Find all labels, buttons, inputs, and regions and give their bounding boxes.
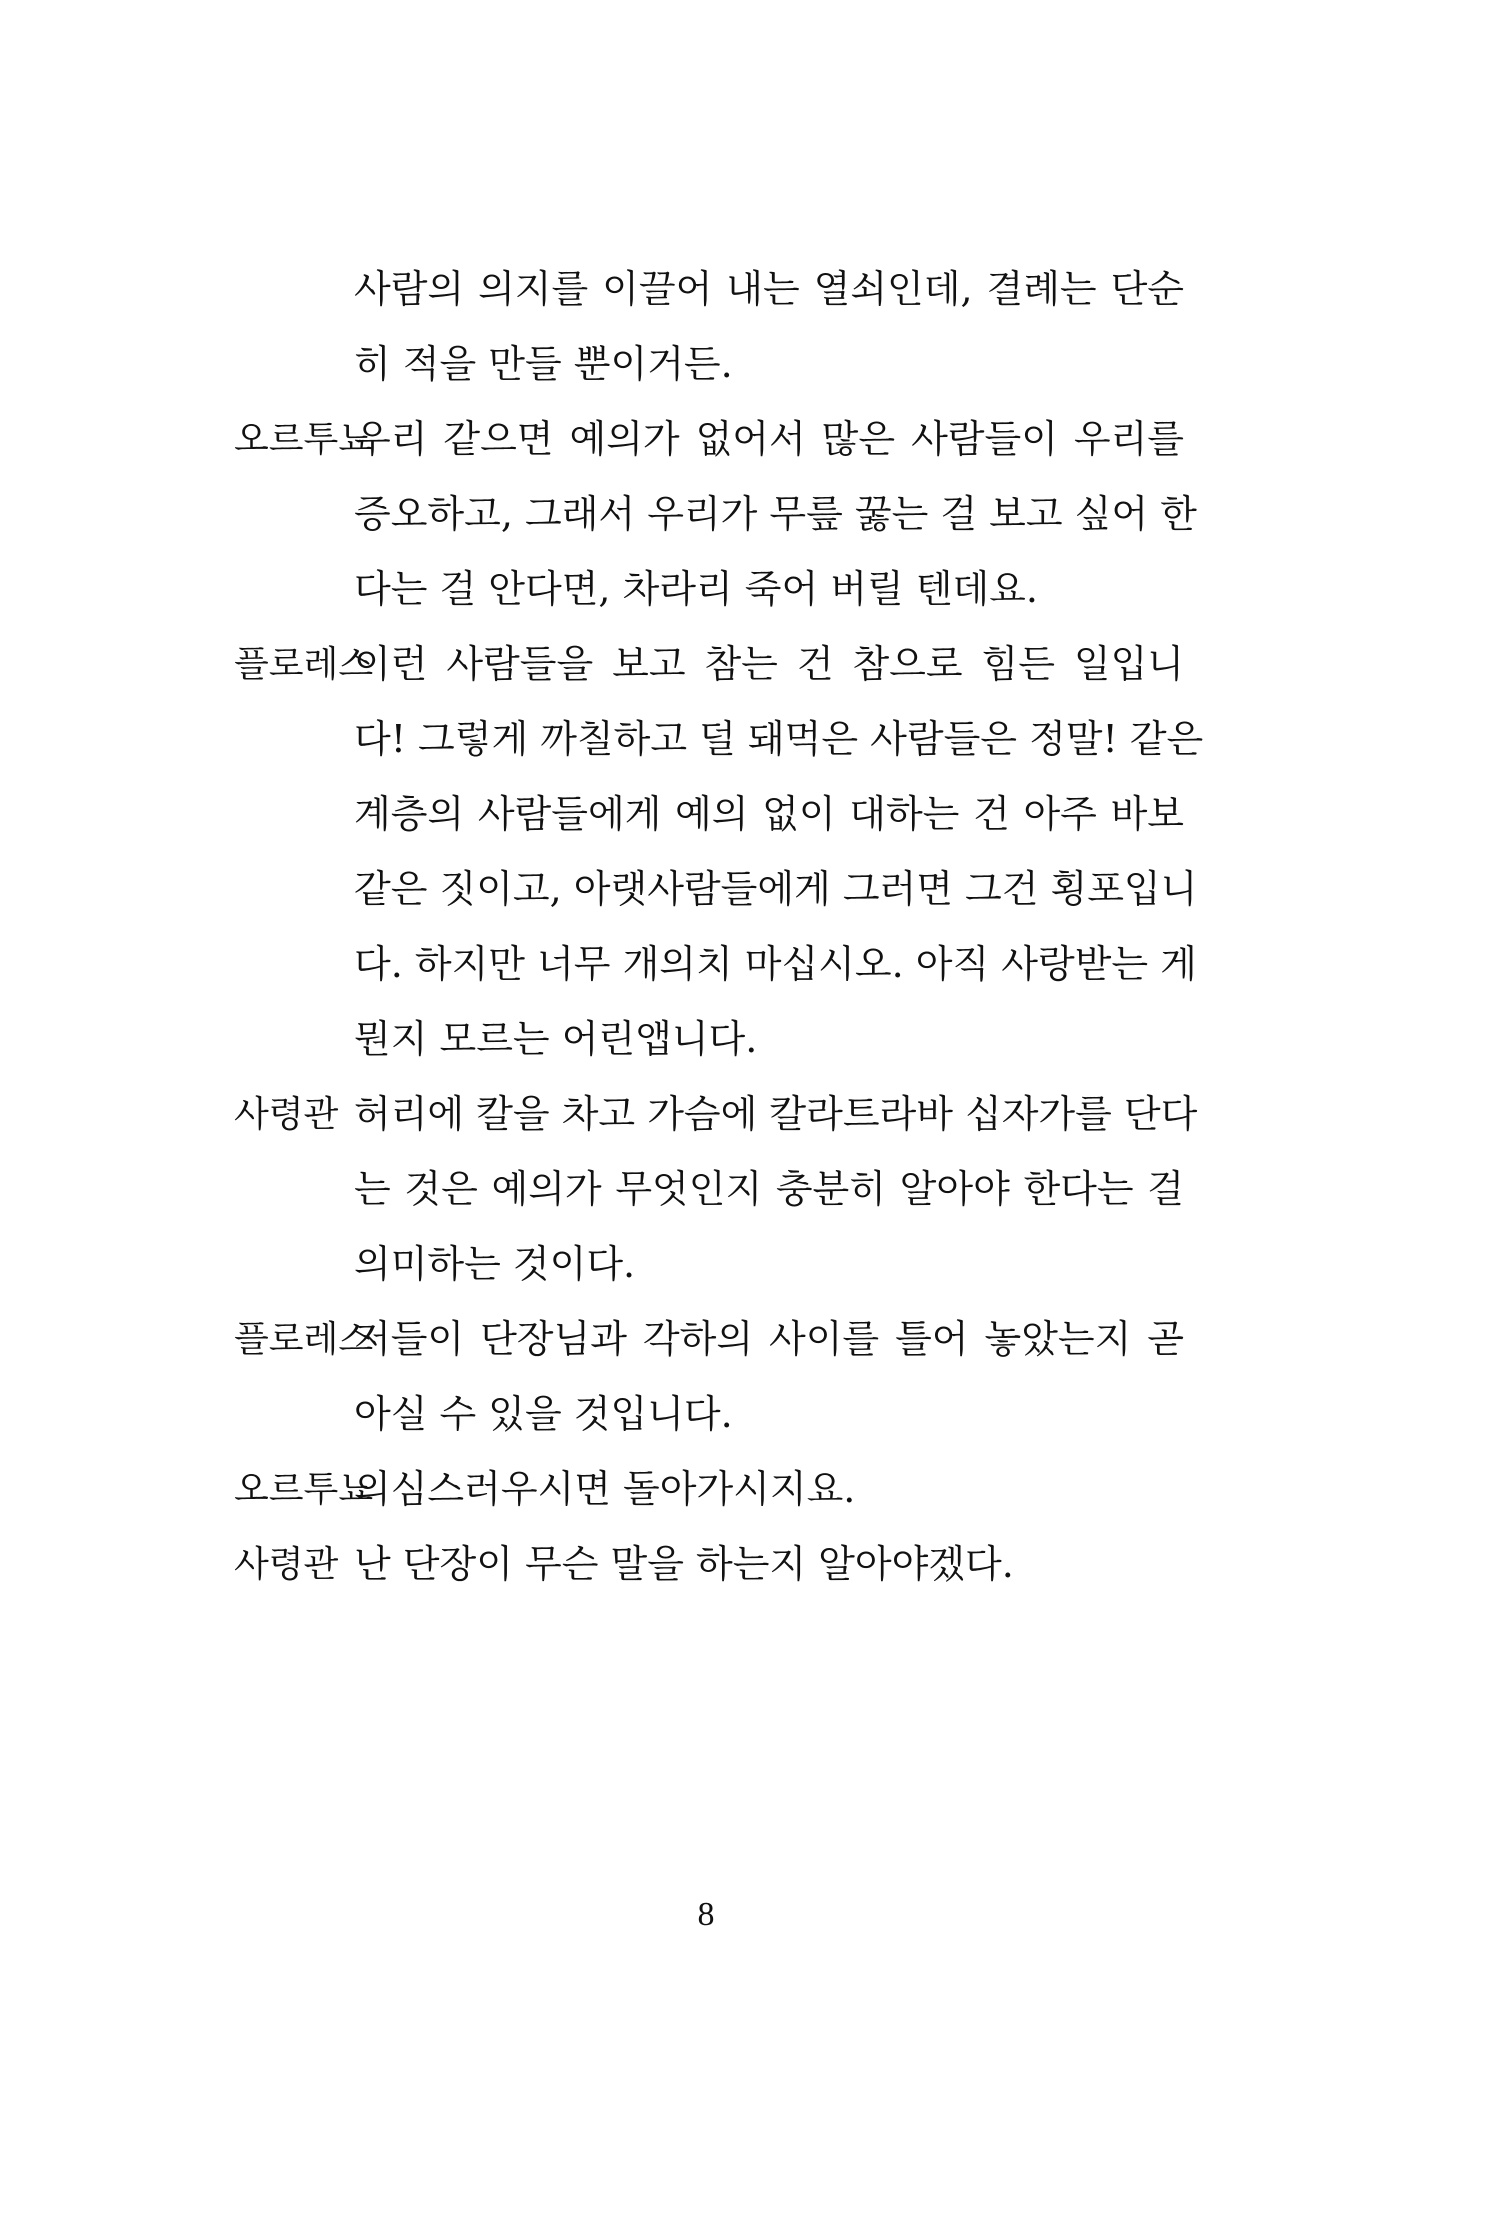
dialogue-line: 이런 사람들을 보고 참는 건 참으로 힘든 일입니: [354, 642, 1184, 686]
dialogue-line: 사람의 의지를 이끌어 내는 열쇠인데, 결례는 단순: [354, 267, 1184, 311]
speaker-name: 플로레스: [234, 1319, 374, 1360]
speaker-name: 오르투뇨: [234, 419, 374, 460]
dialogue-line: 아실 수 있을 것입니다.: [354, 1392, 733, 1436]
dialogue-entry: [234, 1077, 1198, 1302]
speaker-name: 플로레스: [234, 644, 374, 685]
dialogue-line: 의미하는 것이다.: [354, 1242, 636, 1286]
dialogue-entry: [234, 1527, 1184, 1602]
dialogue-line: 우리 같으면 예의가 없어서 많은 사람들이 우리를: [354, 417, 1184, 461]
page-number: 8: [697, 1896, 715, 1933]
dialogue-line: 허리에 칼을 차고 가슴에 칼라트라바 십자가를 단다: [354, 1092, 1198, 1136]
dialogue-line: 의심스러우시면 돌아가시지요.: [354, 1467, 856, 1511]
dialogue-line: 같은 짓이고, 아랫사람들에게 그러면 그건 횡포입니: [354, 867, 1198, 911]
dialogue-entry: [234, 402, 1197, 627]
dialogue-line: 저들이 단장님과 각하의 사이를 틀어 놓았는지 곧: [354, 1317, 1184, 1361]
dialogue-line: 증오하고, 그래서 우리가 무릎 꿇는 걸 보고 싶어 한: [354, 492, 1197, 536]
script-body: [234, 252, 1204, 1602]
dialogue-line: 는 것은 예의가 무엇인지 충분히 알아야 한다는 걸: [354, 1167, 1184, 1211]
dialogue-entry: [234, 1452, 1184, 1527]
dialogue-entry: [234, 1302, 1184, 1452]
speaker-name: 사령관: [234, 1544, 339, 1585]
dialogue-line: 다! 그렇게 까칠하고 덜 돼먹은 사람들은 정말! 같은: [354, 717, 1204, 761]
speaker-name: 오르투뇨: [234, 1469, 374, 1510]
dialogue-line: 계층의 사람들에게 예의 없이 대하는 건 아주 바보: [354, 792, 1184, 836]
dialogue-line: 다는 걸 안다면, 차라리 죽어 버릴 텐데요.: [354, 567, 1038, 611]
dialogue-line: 다. 하지만 너무 개의치 마십시오. 아직 사랑받는 게: [354, 942, 1197, 986]
dialogue-line: 뭔지 모르는 어린앱니다.: [354, 1017, 758, 1061]
dialogue-line: 히 적을 만들 뿐이거든.: [354, 342, 733, 386]
speaker-name: 사령관: [234, 1094, 339, 1135]
dialogue-entry-continuation: [234, 252, 1184, 402]
dialogue-entry: [234, 627, 1204, 1077]
dialogue-line: 난 단장이 무슨 말을 하는지 알아야겠다.: [354, 1542, 1014, 1586]
